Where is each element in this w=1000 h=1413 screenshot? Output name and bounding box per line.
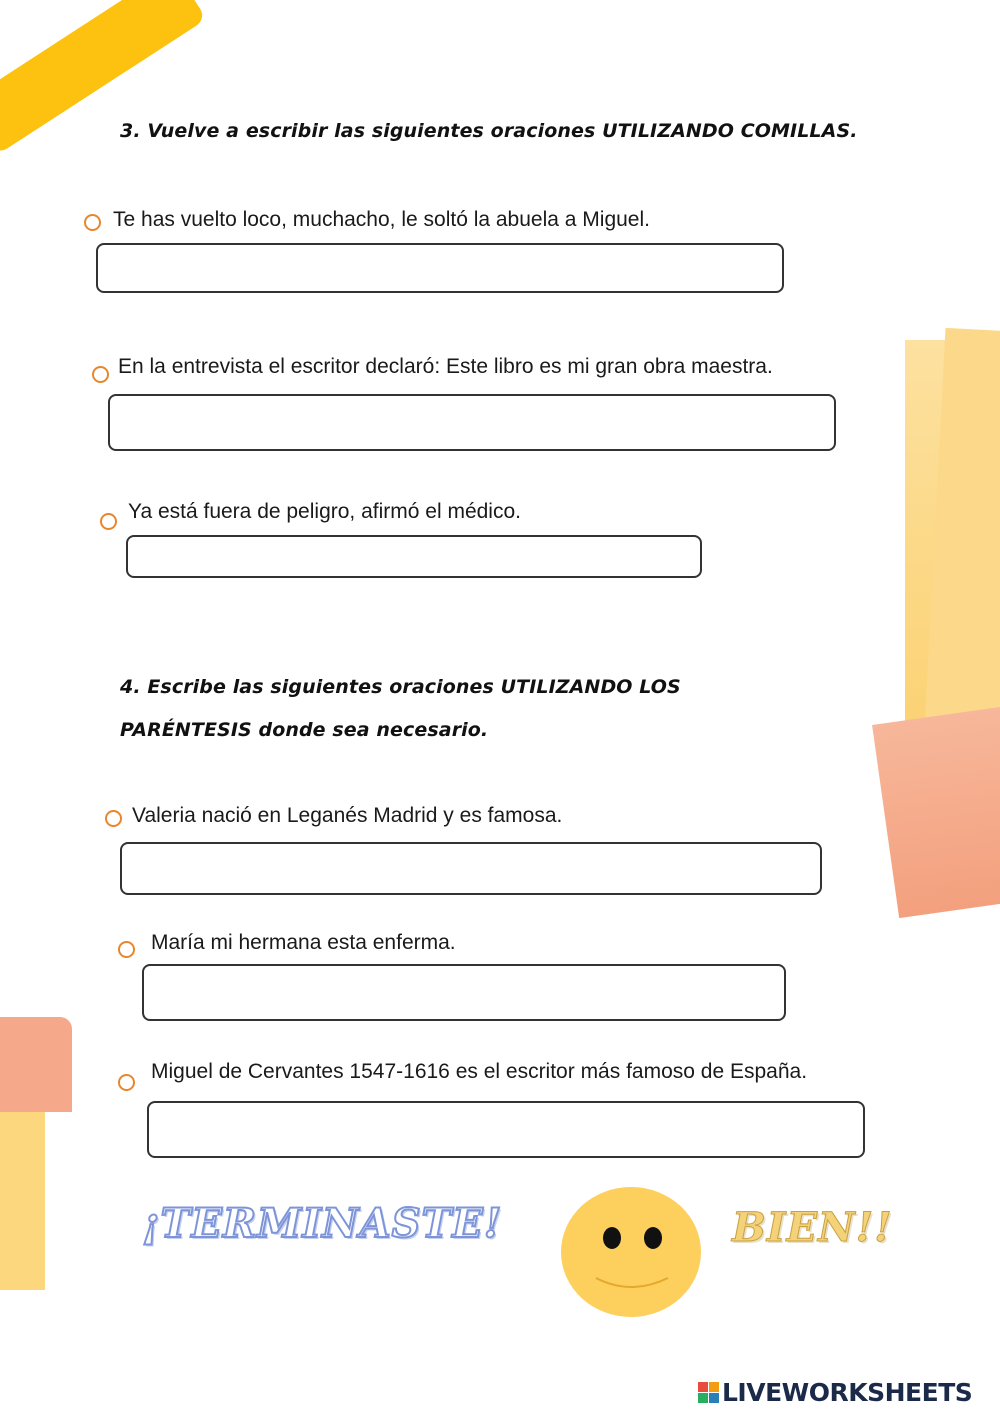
- smiley-face-icon: [560, 1186, 702, 1318]
- answer-input-3-1[interactable]: [96, 243, 784, 293]
- sentence-4-2: María mi hermana esta enferma.: [151, 931, 456, 954]
- left-salmon-block: [0, 1017, 72, 1112]
- radio-bullet-icon[interactable]: [84, 214, 101, 231]
- section-4-heading-line2: PARÉNTESIS donde sea necesario.: [120, 719, 489, 741]
- section-3-heading: 3. Vuelve a escribir las siguientes oraciones UTILIZANDO COMILLAS.: [120, 120, 858, 142]
- radio-bullet-icon[interactable]: [118, 1074, 135, 1091]
- bien-wordart: BIEN!!: [732, 1204, 893, 1251]
- sentence-4-3: Miguel de Cervantes 1547-1616 es el escritor más famoso de España.: [151, 1060, 808, 1083]
- left-yellow-block: [0, 1112, 45, 1290]
- liveworksheets-brand[interactable]: [698, 1378, 972, 1407]
- answer-input-4-2[interactable]: [142, 964, 786, 1021]
- answer-input-3-2[interactable]: [108, 394, 836, 451]
- section-4-heading-line1: 4. Escribe las siguientes oraciones UTILIZANDO LOS: [120, 676, 681, 698]
- sentence-3-2: En la entrevista el escritor declaró: Este libro es mi gran obra maestra.: [118, 355, 773, 378]
- sentence-3-3: Ya está fuera de peligro, afirmó el médico.: [128, 500, 521, 523]
- radio-bullet-icon[interactable]: [100, 513, 117, 530]
- answer-input-4-1[interactable]: [120, 842, 822, 895]
- terminaste-wordart: ¡TERMINASTE!: [142, 1200, 503, 1247]
- answer-input-3-3[interactable]: [126, 535, 702, 578]
- sentence-3-1: Te has vuelto loco, muchacho, le soltó la abuela a Miguel.: [113, 208, 650, 231]
- sentence-4-1: Valeria nació en Leganés Madrid y es famosa.: [132, 804, 563, 827]
- radio-bullet-icon[interactable]: [92, 366, 109, 383]
- radio-bullet-icon[interactable]: [118, 941, 135, 958]
- answer-input-4-3[interactable]: [147, 1101, 865, 1158]
- radio-bullet-icon[interactable]: [105, 810, 122, 827]
- right-salmon-square: [872, 707, 1000, 918]
- brand-text: LIVEWORKSHEETS: [722, 1378, 973, 1407]
- liveworksheets-logo-icon: [698, 1382, 719, 1403]
